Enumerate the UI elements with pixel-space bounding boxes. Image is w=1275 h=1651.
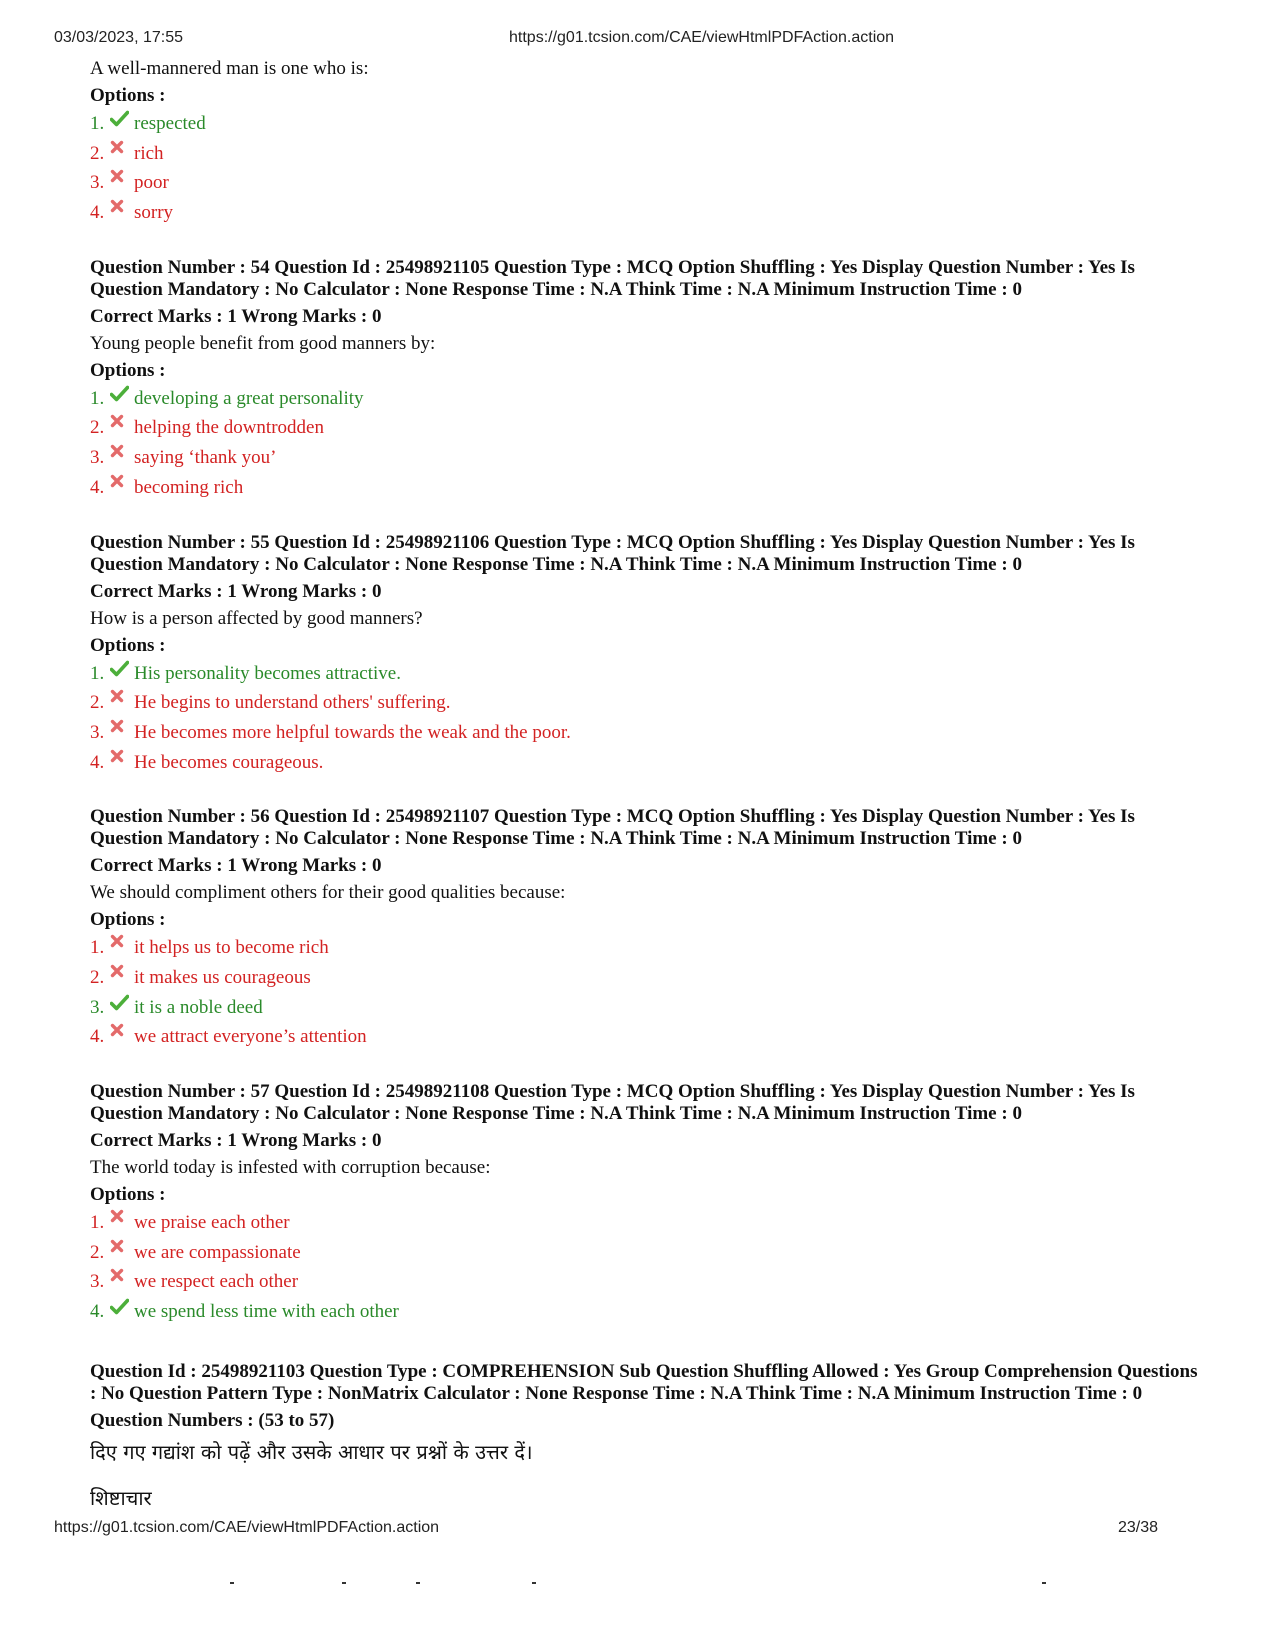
- options-list: [90, 388, 1200, 507]
- option-text: respected: [134, 113, 206, 134]
- option-number: 4.: [90, 202, 105, 224]
- option-item: [90, 1271, 1200, 1301]
- option-number: 2.: [90, 1241, 105, 1263]
- options-list: [90, 937, 1200, 1056]
- options-list: [90, 663, 1200, 782]
- option-item: [90, 1212, 1200, 1242]
- option-number: 4.: [90, 1026, 105, 1048]
- question-meta: Question Number : 54 Question Id : 25498921105 Question Type : MCQ Option Shuffling : Yes Display Question Number : Yes Is Question Mandatory : No Calculator : None Response Time : N.A Think Time : N.A Minimum Instruction Time : 0: [90, 256, 1135, 300]
- question-text: We should compliment others for their good qualities because:: [90, 882, 566, 904]
- option-item: [90, 113, 1200, 143]
- option-item: [90, 388, 1200, 418]
- option-text: it makes us courageous: [134, 966, 311, 988]
- option-item: [90, 967, 1200, 997]
- options-list: [90, 113, 1200, 232]
- option-text: He becomes courageous.: [134, 751, 324, 773]
- option-number: 3.: [90, 1271, 105, 1293]
- option-number: 1.: [90, 1212, 105, 1233]
- option-text: becoming rich: [134, 476, 244, 498]
- question-text: The world today is infested with corruption because:: [90, 1157, 491, 1178]
- question-marks: Correct Marks : 1 Wrong Marks : 0: [90, 580, 382, 602]
- option-number: 1.: [90, 113, 105, 134]
- option-item: [90, 477, 1200, 507]
- cross-icon: [110, 414, 134, 428]
- option-text: developing a great personality: [134, 387, 364, 409]
- page-content: [90, 58, 1200, 1512]
- question-marks: Correct Marks : 1 Wrong Marks : 0: [90, 855, 382, 877]
- cross-icon: [110, 1023, 134, 1037]
- cross-icon: [110, 444, 134, 458]
- cross-icon: [110, 474, 134, 488]
- option-number: 3.: [90, 996, 105, 1018]
- option-item: [90, 417, 1200, 447]
- cross-icon: [110, 1239, 134, 1253]
- option-text: we attract everyone’s attention: [134, 1026, 367, 1048]
- question-block-53: [90, 58, 1200, 232]
- question-meta: Question Number : 55 Question Id : 25498921106 Question Type : MCQ Option Shuffling : Yes Display Question Number : Yes Is Question Mandatory : No Calculator : None Response Time : N.A Think Time : N.A Minimum Instruction Time : 0: [90, 531, 1135, 575]
- print-header-url: https://g01.tcsion.com/CAE/viewHtmlPDFAction.action: [509, 29, 895, 46]
- option-text: we spend less time with each other: [134, 1301, 399, 1323]
- option-item: [90, 752, 1200, 782]
- options-label: Options :: [90, 359, 166, 381]
- option-number: 4.: [90, 751, 105, 773]
- option-number: 2.: [90, 692, 105, 714]
- passage-title: शिष्टाचार: [90, 1485, 152, 1510]
- option-text: we respect each other: [134, 1271, 299, 1293]
- option-number: 1.: [90, 937, 105, 959]
- option-text: it helps us to become rich: [134, 937, 329, 959]
- cross-icon: [110, 1268, 134, 1282]
- comprehension-question-numbers: Question Numbers : (53 to 57): [90, 1409, 335, 1431]
- question-block: [90, 1081, 1200, 1331]
- option-item: [90, 722, 1200, 752]
- option-item: [90, 202, 1200, 232]
- cut-off-text-line: [90, 1582, 1100, 1586]
- check-icon: [110, 660, 134, 677]
- option-number: 3.: [90, 721, 105, 743]
- cross-icon: [110, 689, 134, 703]
- check-icon: [110, 994, 134, 1011]
- option-item: [90, 692, 1200, 722]
- cross-icon: [110, 169, 134, 183]
- options-list: [90, 1212, 1200, 1331]
- option-text: He becomes more helpful towards the weak and the poor.: [134, 721, 571, 743]
- options-label: Options :: [90, 909, 166, 931]
- print-footer-url: https://g01.tcsion.com/CAE/viewHtmlPDFAction.action: [54, 1519, 440, 1536]
- check-icon: [110, 1298, 134, 1315]
- option-item: [90, 997, 1200, 1027]
- cross-icon: [110, 140, 134, 154]
- option-text: it is a noble deed: [134, 996, 263, 1018]
- option-text: helping the downtrodden: [134, 417, 324, 439]
- comprehension-block: [90, 1361, 1200, 1512]
- check-icon: [110, 110, 134, 127]
- cross-icon: [110, 934, 134, 948]
- option-number: 1.: [90, 387, 105, 409]
- option-text: He begins to understand others' suffering.: [134, 692, 451, 714]
- option-text: sorry: [134, 202, 174, 224]
- option-number: 4.: [90, 476, 105, 498]
- question-meta: Question Number : 57 Question Id : 25498921108 Question Type : MCQ Option Shuffling : Yes Display Question Number : Yes Is Question Mandatory : No Calculator : None Response Time : N.A Think Time : N.A Minimum Instruction Time : 0: [90, 1081, 1135, 1124]
- option-item: [90, 1242, 1200, 1272]
- cross-icon: [110, 199, 134, 213]
- page-number: 23/38: [1118, 1519, 1159, 1536]
- comprehension-meta: Question Id : 25498921103 Question Type : COMPREHENSION Sub Question Shuffling Allowed : Yes Group Comprehension Questions : No Question Pattern Type : NonMatrix Calculator : None Response Time : N.A Think Time : N.A Minimum Instruction Time : 0: [90, 1360, 1198, 1404]
- option-text: rich: [134, 142, 164, 164]
- option-text: poor: [134, 172, 169, 194]
- options-label: Options :: [90, 85, 166, 106]
- question-list: [90, 257, 1200, 1331]
- options-label: Options :: [90, 1184, 166, 1205]
- option-number: 2.: [90, 142, 105, 164]
- option-item: [90, 143, 1200, 173]
- cross-icon: [110, 1209, 134, 1223]
- option-item: [90, 172, 1200, 202]
- question-block: [90, 257, 1200, 507]
- question-marks: Correct Marks : 1 Wrong Marks : 0: [90, 305, 382, 327]
- question-marks: Correct Marks : 1 Wrong Marks : 0: [90, 1130, 382, 1151]
- options-label: Options :: [90, 634, 166, 656]
- option-item: [90, 1026, 1200, 1056]
- option-text: we are compassionate: [134, 1241, 301, 1263]
- question-block: [90, 532, 1200, 782]
- question-text: Young people benefit from good manners by:: [90, 332, 436, 354]
- cross-icon: [110, 749, 134, 763]
- check-icon: [110, 385, 134, 402]
- question-meta: Question Number : 56 Question Id : 25498921107 Question Type : MCQ Option Shuffling : Yes Display Question Number : Yes Is Question Mandatory : No Calculator : None Response Time : N.A Think Time : N.A Minimum Instruction Time : 0: [90, 806, 1135, 850]
- option-number: 4.: [90, 1301, 105, 1323]
- option-number: 2.: [90, 417, 105, 439]
- comprehension-instruction: दिए गए गद्यांश को पढ़ें और उसके आधार पर प्रश्नों के उत्तर दें।: [90, 1439, 533, 1464]
- option-number: 1.: [90, 662, 105, 684]
- question-text: How is a person affected by good manners?: [90, 607, 423, 629]
- option-number: 2.: [90, 966, 105, 988]
- question-text: A well-mannered man is one who is:: [90, 58, 369, 79]
- option-item: [90, 1301, 1200, 1331]
- question-block: [90, 806, 1200, 1056]
- cross-icon: [110, 719, 134, 733]
- option-text: we praise each other: [134, 1212, 290, 1233]
- option-number: 3.: [90, 172, 105, 194]
- print-datetime: 03/03/2023, 17:55: [54, 29, 184, 46]
- option-item: [90, 447, 1200, 477]
- option-text: His personality becomes attractive.: [134, 662, 401, 684]
- option-number: 3.: [90, 447, 105, 469]
- option-item: [90, 663, 1200, 693]
- cross-icon: [110, 964, 134, 978]
- option-item: [90, 937, 1200, 967]
- option-text: saying ‘thank you’: [134, 447, 277, 469]
